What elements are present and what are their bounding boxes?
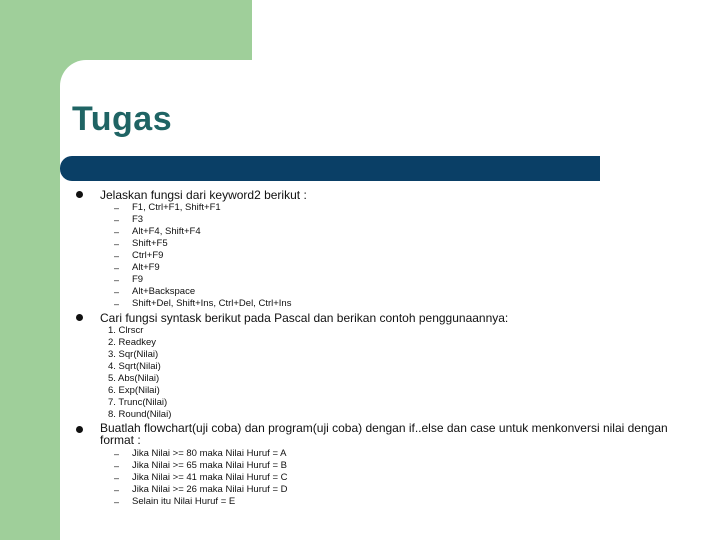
dash-icon: – [114, 299, 120, 309]
list-item: 6. Exp(Nilai) [108, 385, 160, 396]
bullet-2-text: Cari fungsi syntask berikut pada Pascal dan berikan contoh penggunaannya: [100, 311, 509, 325]
list-item: 1. Clrscr [108, 325, 144, 336]
bullet-1-text: Jelaskan fungsi dari keyword2 berikut : [100, 188, 307, 202]
list-item: 7. Trunc(Nilai) [108, 397, 168, 408]
list-item: Jika Nilai >= 41 maka Nilai Huruf = C [132, 472, 288, 483]
dash-icon: – [114, 473, 120, 483]
list-item: Selain itu Nilai Huruf = E [132, 496, 236, 507]
list-item: Alt+Backspace [132, 286, 196, 297]
dash-icon: – [114, 461, 120, 471]
dash-icon: – [114, 203, 120, 213]
dash-icon: – [114, 275, 120, 285]
list-item: Jika Nilai >= 26 maka Nilai Huruf = D [132, 484, 288, 495]
dash-icon: – [114, 251, 120, 261]
decorative-green-strip [0, 0, 60, 540]
list-item: 3. Sqr(Nilai) [108, 349, 159, 360]
dash-icon: – [114, 263, 120, 273]
dash-icon: – [114, 497, 120, 507]
dash-icon: – [114, 239, 120, 249]
list-item: F3 [132, 214, 144, 225]
list-item: Jika Nilai >= 80 maka Nilai Huruf = A [132, 448, 287, 459]
list-item: 5. Abs(Nilai) [108, 373, 160, 384]
list-item: Jika Nilai >= 65 maka Nilai Huruf = B [132, 460, 287, 471]
list-item: Shift+Del, Shift+Ins, Ctrl+Del, Ctrl+Ins [132, 298, 292, 309]
dash-icon: – [114, 449, 120, 459]
list-item: 8. Round(Nilai) [108, 409, 172, 420]
title-underline-bar [60, 156, 600, 181]
list-item: Alt+F9 [132, 262, 160, 273]
list-item: F9 [132, 274, 144, 285]
list-item: 4. Sqrt(Nilai) [108, 361, 161, 372]
list-item: Alt+F4, Shift+F4 [132, 226, 201, 237]
bullet-icon [76, 314, 83, 321]
list-item: F1, Ctrl+F1, Shift+F1 [132, 202, 221, 213]
bullet-3-text-line2: format : [100, 433, 141, 447]
dash-icon: – [114, 227, 120, 237]
dash-icon: – [114, 287, 120, 297]
slide-title: Tugas [72, 100, 173, 138]
list-item: Ctrl+F9 [132, 250, 164, 261]
bullet-3-text-line1: Buatlah flowchart(uji coba) dan program(uji coba) dengan if..else dan case untuk menkonversi nilai dengan [100, 421, 668, 435]
bullet-icon [76, 191, 83, 198]
dash-icon: – [114, 485, 120, 495]
list-item: 2. Readkey [108, 337, 157, 348]
list-item: Shift+F5 [132, 238, 168, 249]
bullet-icon [76, 426, 83, 433]
dash-icon: – [114, 215, 120, 225]
